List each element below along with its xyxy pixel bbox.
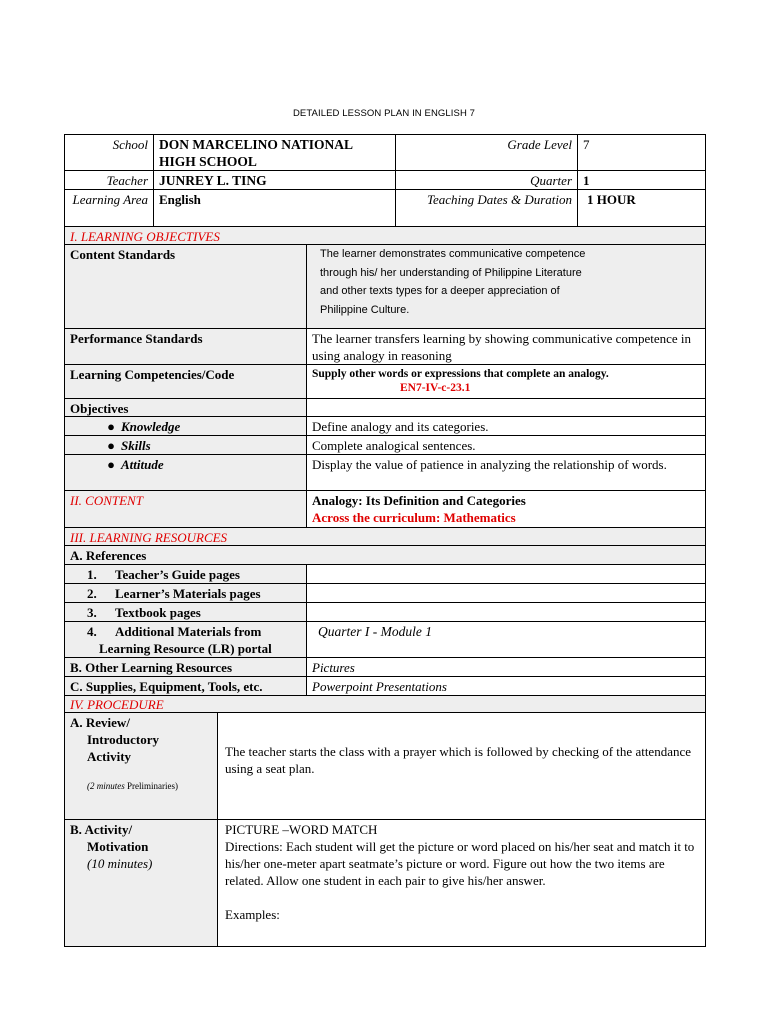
content-heading: II. CONTENT	[64, 490, 307, 528]
skills-value: Complete analogical sentences.	[306, 435, 706, 455]
content-cell	[306, 490, 706, 528]
resource-value-textbook	[306, 602, 706, 622]
knowledge-value: Define analogy and its categories.	[306, 416, 706, 436]
grade-level-value: 7	[577, 134, 706, 171]
review-label-line: Introductory	[87, 732, 159, 747]
objectives-heading: I. LEARNING OBJECTIVES	[64, 226, 706, 245]
competencies-cell	[306, 364, 706, 399]
resource-item-teachers-guide	[64, 564, 307, 584]
item-number: 3.	[87, 605, 97, 620]
teaching-dates-value: 1 HOUR	[577, 189, 706, 227]
other-resources-label: B. Other Learning Resources	[64, 657, 307, 677]
content-standards-line: The learner demonstrates communicative competence	[320, 248, 586, 260]
supplies-value: Powerpoint Presentations	[306, 676, 706, 696]
item-number: 4.	[87, 624, 97, 639]
teaching-dates-label: Teaching Dates & Duration	[395, 189, 578, 227]
resource-value-additional: Quarter I - Module 1	[306, 621, 706, 658]
school-label: School	[64, 134, 154, 171]
performance-standards-value: The learner transfers learning by showing communicative competence in using analogy in reasoning	[306, 328, 706, 365]
review-label: A. Review/	[70, 715, 130, 730]
objectives-empty-cell	[306, 398, 706, 417]
grade-level-label: Grade Level	[395, 134, 578, 171]
attitude-label: Attitude	[121, 457, 164, 472]
quarter-label: Quarter	[395, 170, 578, 190]
activity-time: (10 minutes)	[87, 856, 153, 871]
resource-item-learners-materials	[64, 583, 307, 603]
performance-standards-label: Performance Standards	[64, 328, 307, 365]
item-label: Textbook pages	[115, 605, 201, 620]
activity-value-cell	[217, 819, 706, 947]
item-label: Teacher’s Guide pages	[115, 567, 240, 582]
learning-area-label: Learning Area	[64, 189, 154, 227]
knowledge-row	[64, 416, 307, 436]
content-standards-line: Philippine Culture.	[320, 303, 410, 316]
activity-label-cell	[64, 819, 218, 947]
item-label-continued: Learning Resource (LR) portal	[99, 641, 272, 656]
content-value: Analogy: Its Definition and Categories	[312, 493, 526, 508]
content-standards-value	[306, 244, 706, 329]
competencies-value: Supply other words or expressions that complete an analogy.	[312, 368, 609, 380]
content-standards-line: through his/ her understanding of Philippine Literature	[320, 266, 582, 279]
skills-label: Skills	[121, 438, 151, 453]
activity-label: B. Activity/	[70, 822, 133, 837]
activity-label-line: Motivation	[87, 839, 149, 854]
review-time-plain: Preliminaries)	[127, 781, 178, 791]
competencies-label: Learning Competencies/Code	[64, 364, 307, 399]
resource-item-additional	[64, 621, 307, 658]
review-value: The teacher starts the class with a prayer which is followed by checking of the attendance using a seat plan.	[217, 712, 706, 820]
attitude-value: Display the value of patience in analyzing the relationship of words.	[306, 454, 706, 491]
teacher-label: Teacher	[64, 170, 154, 190]
supplies-label: C. Supplies, Equipment, Tools, etc.	[64, 676, 307, 696]
resources-heading: III. LEARNING RESOURCES	[64, 527, 706, 546]
bullet-icon: ●	[107, 438, 115, 453]
quarter-value: 1	[577, 170, 706, 190]
procedure-heading: IV. PROCEDURE	[64, 695, 706, 713]
teacher-value: JUNREY L. TING	[153, 170, 396, 190]
review-time	[70, 778, 212, 795]
references-label: A. References	[64, 545, 706, 565]
content-standards-line: and other texts types for a deeper appreciation of	[320, 285, 560, 297]
resource-value-teachers-guide	[306, 564, 706, 584]
review-label-line: Activity	[87, 749, 132, 764]
activity-examples: Examples:	[225, 907, 280, 922]
review-time-italic: (2 minutes	[87, 781, 125, 791]
competencies-code: EN7-IV-c-23.1	[400, 382, 471, 394]
content-integration: Across the curriculum: Mathematics	[312, 510, 516, 525]
objectives-label: Objectives	[64, 398, 307, 417]
activity-title: PICTURE –WORD MATCH	[225, 822, 378, 837]
item-label: Learner’s Materials pages	[115, 586, 261, 601]
attitude-row	[64, 454, 307, 491]
bullet-icon: ●	[107, 419, 115, 434]
item-number: 1.	[87, 567, 97, 582]
document-title: DETAILED LESSON PLAN IN ENGLISH 7	[292, 108, 476, 119]
skills-row	[64, 435, 307, 455]
resource-item-textbook	[64, 602, 307, 622]
resource-value-learners-materials	[306, 583, 706, 603]
learning-area-value: English	[153, 189, 396, 227]
item-label: Additional Materials from	[115, 624, 262, 639]
review-label-cell	[64, 712, 218, 820]
content-standards-label: Content Standards	[64, 244, 307, 329]
activity-directions: Directions: Each student will get the picture or word placed on his/her seat and match it to his/her one-meter apart seatmate’s picture or word. Figure out how the two items are related. Allow one student in each pair to give his/her answer.	[225, 839, 695, 888]
bullet-icon: ●	[107, 457, 115, 472]
school-value: DON MARCELINO NATIONAL HIGH SCHOOL	[153, 134, 396, 171]
knowledge-label: Knowledge	[121, 419, 181, 434]
item-number: 2.	[87, 586, 97, 601]
other-resources-value: Pictures	[306, 657, 706, 677]
